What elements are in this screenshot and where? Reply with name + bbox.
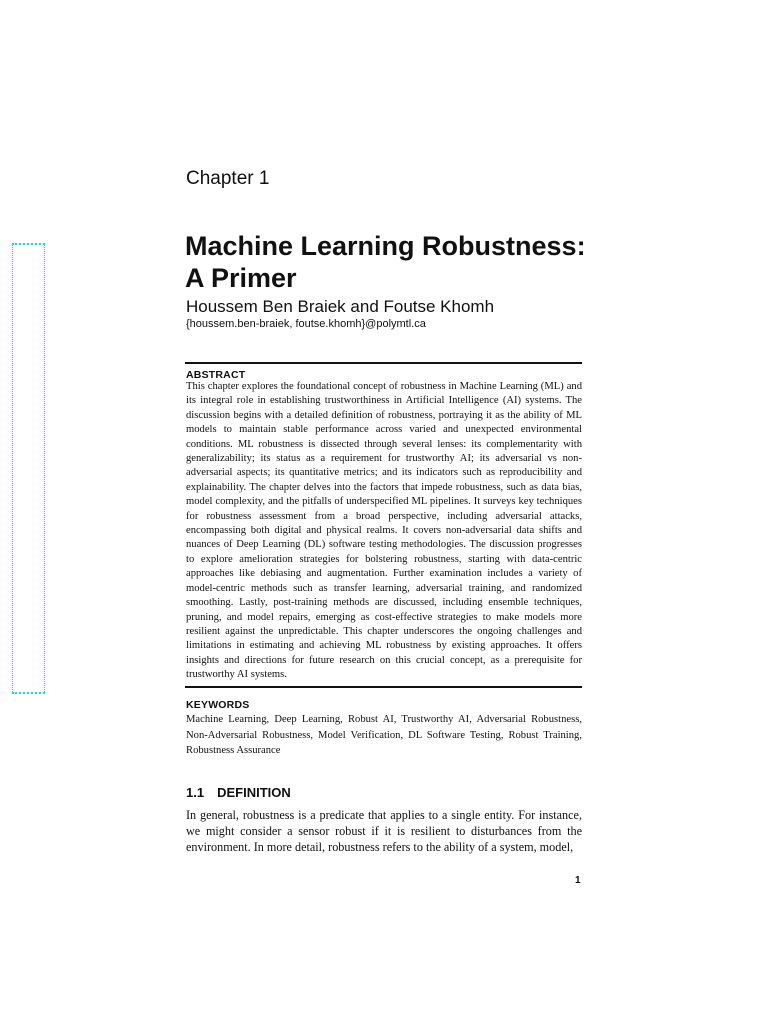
section-heading	[186, 785, 291, 800]
chapter-title-line-2: A Primer	[185, 263, 297, 293]
keywords-heading: KEYWORDS	[186, 699, 250, 711]
abstract-heading: ABSTRACT	[186, 369, 246, 381]
page-number: 1	[575, 875, 581, 886]
section-body-text: In general, robustness is a predicate that applies to a single entity. For instance, we might consider a sensor robust if it is resilient to disturbances from the environment. In more detail, robustness refers to the ability of a system, model,	[186, 808, 582, 854]
keywords-text: Machine Learning, Deep Learning, Robust AI, Trustworthy AI, Adversarial Robustness, Non-Adversarial Robustness, Model Verification, DL Software Testing, Robust Training, Robustness Assurance	[186, 714, 582, 756]
abstract-top-rule	[185, 362, 582, 364]
chapter-label: Chapter 1	[186, 168, 270, 189]
chapter-title-line-1: Machine Learning Robustness:	[185, 231, 586, 261]
author-emails[interactable]: {houssem.ben-braiek, foutse.khomh}@polymtl.ca	[186, 318, 426, 330]
section-title: DEFINITION	[217, 785, 291, 800]
chapter-title	[185, 230, 605, 294]
link-annotation-box	[12, 243, 45, 694]
section-number: 1.1	[186, 785, 205, 800]
author-names: Houssem Ben Braiek and Foutse Khomh	[186, 297, 495, 316]
abstract-bottom-rule	[185, 686, 582, 688]
abstract-text: This chapter explores the foundational concept of robustness in Machine Learning (ML) and its integral role in establishing trustworthiness in Artificial Intelligence (AI) systems. The discussion begins with a detailed definition of robustness, portraying it as the ability of ML models to maintain stable performance across varied and unexpected environmental conditions. ML robustness is dissected through several lenses: its complementarity with generalizability; its status as a requirement for trustworthy AI; its adversarial vs non-adversarial aspects; its quantitative metrics; and its indicators such as reproducibility and explainability. The chapter delves into the factors that impede robustness, such as data bias, model complexity, and the pitfalls of underspecified ML pipelines. It surveys key techniques for robustness assessment from a broad perspective, including adversarial attacks, encompassing both digital and physical realms. It covers non-adversarial data shifts and nuances of Deep Learning (DL) software testing methodologies. The discussion progresses to explore amelioration strategies for bolstering robustness, starting with data-centric approaches like debiasing and augmentation. Further examination includes a variety of model-centric methods such as transfer learning, adversarial training, and randomized smoothing. Lastly, post-training methods are discussed, including ensemble techniques, pruning, and model repairs, emerging as cost-effective strategies to make models more resilient against the unpredictable. This chapter underscores the ongoing challenges and limitations in estimating and achieving ML robustness by existing approaches. It offers insights and directions for future research on this crucial concept, as a prerequisite for trustworthy AI systems.	[186, 381, 582, 681]
